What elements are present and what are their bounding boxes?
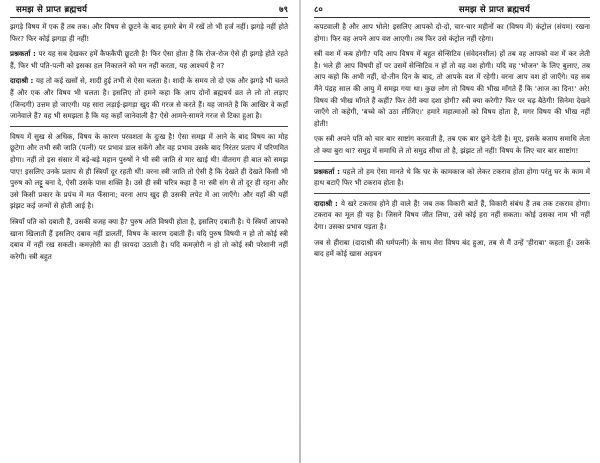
speaker-label: दादाश्री : xyxy=(10,76,36,86)
right-body xyxy=(314,21,590,260)
section-divider xyxy=(10,126,288,127)
paragraph xyxy=(314,133,590,156)
right-page xyxy=(300,0,600,463)
left-running-title: समझ से प्राप्त ब्रह्मचर्य xyxy=(16,5,88,15)
paragraph-text: पर यह सब देखकर हमें कैफकैपी छूटती है! फिर ऐसा होता है कि रोज-रोज ऐसे ही झगड़े होते रहते हैं, फिर भी पति-पत्नी को इसका हल निकालने को मन नहीं करता, यह आश्चर्य है न? xyxy=(10,49,289,70)
paragraph xyxy=(314,237,590,260)
paragraph-text: विषय में सुख से अधिक, विषय के कारण परवशता के दुःख है! ऐसा समझ में आने के बाद विषय का मोह छूटेगा और तभी स्त्री जाति (पत्नी) पर प्रभाव डाल सकेंगे और वह प्रभाव उसके बाद निरंतर प्रताप में परिणमित होगा। नहीं तो इस संसार में बड़े-बड़े महान पुरुषों ने भी स्त्री जाति से मार खाई थी! वीतराग ही बात को समझ पाए! इसलिए उनके प्रताप से ही स्त्रियाँ दूर रहती थीं! वरना स्त्री जाति तो ऐसी है कि देखते ही देखते किसी भी पुरुष को लट्टू बना दे, ऐसी उसके पास शक्ति है। उसे ही स्त्री चरित्र कहा है न! स्त्री संग से तो दूर ही रहना और उसे किसी प्रकार के प्रपंच में मत फँसाना; वरना आप खुद ही उसकी लपेट में आ जाएँगे। और यहाँ की यहीं झंझट कई जन्मों से होती आई है। xyxy=(10,131,288,211)
paragraph-text: झगड़े विषय में एक हैं तब तक। और विषय से छूटने के बाद हमारे बेग में रखें तो भी हर्ज नहीं। झगड़े नहीं होते फिर? फिर कोई झगड़ा ही नहीं! xyxy=(10,22,288,43)
paragraph-text: स्त्रियाँ पति को दबाती हैं, उसकी वजह क्या है? पुरुष अति विषयी होता है, इसलिए दबाती है। ये स्त्रियाँ आपको खाना खिलाती हैं इसलिए दबाव नहीं डालतीं, विषय के कारण दबाती हैं। यदि पुरुष विषयी न हो तो कोई स्त्री दबाव में नहीं रख सकती। कमज़ोरी का ही फ़ायदा उठाती है। यदि कमज़ोरी न हो तो कोई स्त्री परेशानी नहीं करेगी। स्त्री बहुत xyxy=(10,216,288,261)
right-running-title: समझ से प्राप्त ब्रह्मचर्य xyxy=(458,5,530,15)
section-divider xyxy=(314,193,590,194)
paragraph xyxy=(314,21,590,44)
paragraph xyxy=(10,216,288,262)
speaker-label: प्रश्नकर्ता : xyxy=(314,166,343,176)
paragraph xyxy=(10,75,288,121)
paragraph-text: जब से हीराबा (दादाश्री की धर्मपत्नी) के साथ मेरा विषय बंद हुआ, तब से मैं उन्हें 'हीराबा' कहता हूँ। उसके बाद हमें कोई खास अड़चन xyxy=(314,237,590,259)
paragraph xyxy=(10,131,288,212)
paragraph xyxy=(314,166,590,189)
paragraph xyxy=(10,21,288,44)
paragraph-text: पहले तो हम ऐसा मानते थे कि घर के कामकाज को लेकर टकराव होता होगा परंतु घर के काम में हाथ बटाएँ फिर भी टकराव होता है। xyxy=(314,166,591,188)
paragraph-text: एक स्त्री अपने पति को चार बार साष्टांग करवाती है, तब एक बार छूने देती है। मूए, इसके बजाय समाधि लेता तो क्या बुरा था? समुद्र में समाधि ले तो समुद्र सीधा तो है, झंझट तो नहीं! विषय के लिए चार बार साष्टांग! xyxy=(314,134,590,155)
paragraph xyxy=(10,48,288,71)
paragraph-text: स्त्री वश में कब होगी? यदि आप विषय में बहुत सेन्सिटिव (संवेदनशील) हों तब वह आपको वश में कर लेती है। भले ही आप विषयी हों पर उसमें सेन्सिटिव न हों तो वह वश होगी। यदि वह 'भोजन' के लिए बुलाए, तब आप कहो कि अभी नहीं, दो-तीन दिन के बाद, तो आपके वश में रहेगी। वरना आप वश हो जाएँगे। यह सब मैंने पंद्रह साल की आयु में समझ गया था। कुछ लोग तो विषय की भीख माँगते हैं कि 'आज का दिन!' अरे! विषय की भीख माँगते हैं कहीं? फिर तेरी क्या दशा होगी? स्त्री क्या करेगी? फिर पर चढ़ बैठेगी! सिनेमा देखने जाएँगे तो कहेगी, 'बच्चे को उठा लीजिए।' हमारे महात्माओं को विषय होता है, मगर विषय की भीख नहीं होती! xyxy=(314,49,590,128)
right-page-number: ८० xyxy=(314,5,323,15)
left-running-head xyxy=(10,4,288,18)
paragraph xyxy=(314,48,590,129)
speaker-label: दादाश्री : xyxy=(314,198,341,208)
paragraph-text: कपटवाली है और आप भोले! इसलिए आपको दो-दो, चार-चार महीनों का (विषय में) कंट्रोल (संयम) रखना होगा। फिर वह अपने आप वश आएगी। तब फिर उसे कंट्रोल नहीं रहेगा। xyxy=(314,22,590,43)
right-running-head xyxy=(314,4,590,18)
paragraph xyxy=(314,198,590,233)
left-page-number: ७९ xyxy=(279,5,288,15)
speaker-label: प्रश्नकर्ता : xyxy=(10,49,39,59)
left-body xyxy=(10,21,288,262)
section-divider xyxy=(314,161,590,162)
paragraph-text: यह तो कई खसों से, शादी हुई तभी से ऐसा चलता है। शादी के समय तो दो एक और झगड़े भी चलते हैं और एक और विषय भी चलता है। इसलिए तो हमने कहा कि आप दोनों ब्रह्मचर्य व्रत ले लो तो लड़ाए (जिन्दगी) उत्तम हो जाएगी। यह सारा लड़ाई-झगड़ा खुद की गरज से करते हैं। यह जानते है कि आखिर वे कहाँ जानेवाले हैं? वह भी समझता है कि यह कहाँ जानेवाली है? ऐसे आमने-सामने गरज से टिका हुआ है। xyxy=(10,76,288,121)
paragraph-text: ये खरे टकराव होने ही वाले हैं! जब तक विकारी बातें हैं, विकारी संबंध हैं तब तक टकराव होगा। टकराव का मूल ही यह है। जिसने विषय जीत लिया, उसे कोई हरा नहीं सकता। कोई उसका नाम भी नहीं देगा। उसका प्रभाव पड़ता है। xyxy=(314,198,591,231)
